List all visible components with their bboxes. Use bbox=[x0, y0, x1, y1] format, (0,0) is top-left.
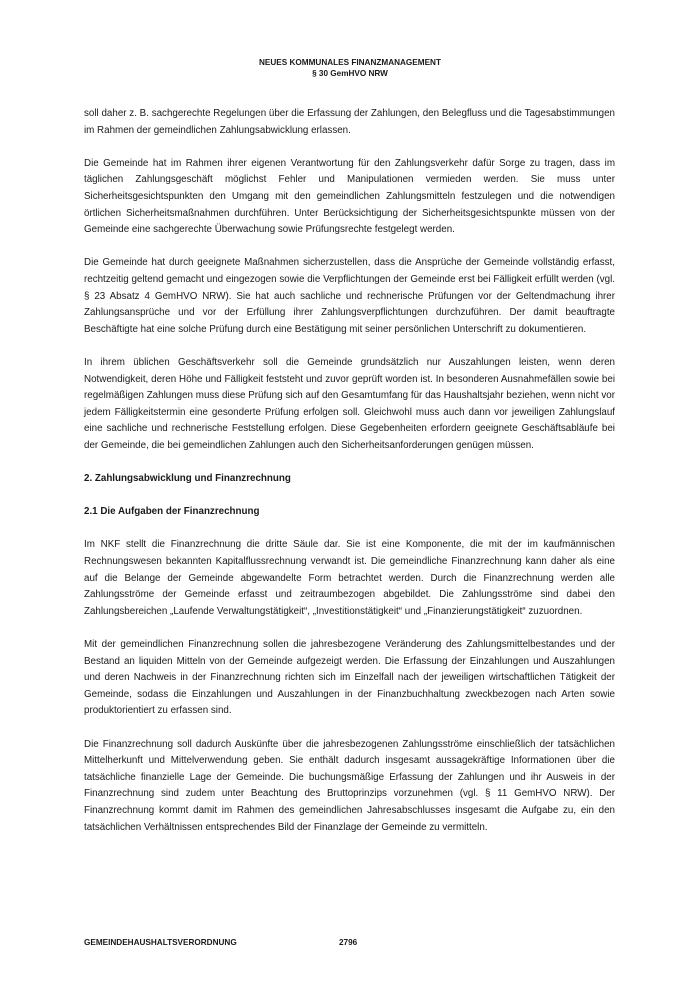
section-heading: 2. Zahlungsabwicklung und Finanzrechnung bbox=[84, 473, 291, 485]
paragraph: Die Gemeinde hat durch geeignete Maßnahmen sicherzustellen, dass die Ansprüche der Gemeinde vollständig erfasst, rechtzeitig geltend gemacht und eingezogen sowie die Verpflichtungen der Gemeinde erst bei Fälligkeit erfüllt werden (vgl. § 23 Absatz 4 GemHVO NRW). Sie hat auch sachliche und rechnerische Prüfungen vor der Geltendmachung ihrer Zahlungsansprüche und vor der Erfüllung ihrer Zahlungsverpflichtungen durchzuführen. Der damit beauftragte Beschäftigte hat eine solche Prüfung durch eine Bestätigung mit seiner persönlichen Unterschrift zu dokumentieren. bbox=[84, 257, 615, 335]
paragraph: Im NKF stellt die Finanzrechnung die dritte Säule dar. Sie ist eine Komponente, die mit der im kaufmännischen Rechnungswesen bekannten Kapitalflussrechnung verwandt ist. Die gemeindliche Finanzrechnung kann daher als eine auf die Belange der Gemeinde abgewandelte Form betrachtet werden. Durch die Finanzrechnung werden alle Zahlungsströme der Gemeinde erfasst und zeitraumbezogen abgebildet. Die Zahlungsströme sind dabei den Zahlungsbereichen „Laufende Verwaltungstätigkeit“, „Investitionstätigkeit“ und „Finanzierungstätigkeit“ zuzuordnen. bbox=[84, 539, 615, 617]
header-subtitle: § 30 GemHVO NRW bbox=[312, 69, 388, 78]
paragraph: Mit der gemeindlichen Finanzrechnung sollen die jahresbezogene Veränderung des Zahlungsmittelbestandes und der Bestand an liquiden Mitteln von der Gemeinde aufgezeigt werden. Die Erfassung der Einzahlungen und Auszahlungen und deren Nachweis in der Finanzrechnung richten sich im Einzelfall nach der jeweiligen wirtschaftlichen Tätigkeit der Gemeinde, sodass die Einzahlungen und Auszahlungen in der Finanzbuchhaltung zweckbezogen nach Arten sowie produktorientiert zu erfassen sind. bbox=[84, 639, 615, 717]
paragraph: soll daher z. B. sachgerechte Regelungen über die Erfassung der Zahlungen, den Belegfluss und die Tagesabstimmungen im Rahmen der gemeindlichen Zahlungsabwicklung erlassen. bbox=[84, 108, 615, 136]
paragraph: Die Finanzrechnung soll dadurch Auskünfte über die jahresbezogenen Zahlungsströme einschließlich der tatsächlichen Mittelherkunft und Mittelverwendung geben. Sie enthält dadurch insgesamt aussagekräftige Informationen über die tatsächliche finanzielle Lage der Gemeinde. Die buchungsmäßige Erfassung der Zahlungen und ihr Ausweis in der Finanzrechnung sind zudem unter Beachtung des Bruttoprinzips vorzunehmen (vgl. § 11 GemHVO NRW). Der Finanzrechnung kommt damit im Rahmen des gemeindlichen Jahresabschlusses insgesamt die Aufgabe zu, ein den tatsächlichen Verhältnissen entsprechendes Bild der Finanzlage der Gemeinde zu vermitteln. bbox=[84, 738, 615, 833]
paragraph: Die Gemeinde hat im Rahmen ihrer eigenen Verantwortung für den Zahlungsverkehr dafür Sorge zu tragen, dass im täglichen Zahlungsgeschäft möglichst Fehler und Manipulationen vermieden werden. Sie muss unter Sicherheitsgesichtspunkten den Umgang mit den gemeindlichen Zahlungsmitteln festzulegen und die notwendigen örtlichen Sicherheitsmaßnahmen durchführen. Unter Berücksichtigung der Sicherheitsgesichtspunkte müssen von der Gemeinde eine sachgerechte Überwachung sowie Prüfungsrechte festgelegt werden. bbox=[84, 157, 615, 236]
header-title: NEUES KOMMUNALES FINANZMANAGEMENT bbox=[259, 58, 441, 67]
page-content bbox=[84, 106, 615, 853]
page-header bbox=[0, 57, 700, 79]
page-footer bbox=[84, 937, 358, 948]
footer-label: GEMEINDEHAUSHALTSVERORDNUNG bbox=[84, 938, 237, 947]
paragraph: In ihrem üblichen Geschäftsverkehr soll die Gemeinde grundsätzlich nur Auszahlungen leisten, wenn deren Notwendigkeit, deren Höhe und Fälligkeit feststeht und zuvor geprüft worden ist. In besonderen Ausnahmefällen sowie bei regelmäßigen Zahlungen muss diese Prüfung sich auf den Gesamtumfang für das Haushaltsjahr beziehen, wenn nicht vor jedem Fälligkeitstermin eine gesonderte Prüfung erfolgen soll. Gleichwohl muss auch dann vor jeweiligen Zahlungslauf eine sachliche und rechnerische Feststellung erfolgen. Diese Gegebenheiten erfordern geeignete Geschäftsabläufe bei der Gemeinde, die bei gemeindlichen Zahlungen auch den Sicherheitsanforderungen genügen müssen. bbox=[84, 356, 615, 451]
subsection-heading: 2.1 Die Aufgaben der Finanzrechnung bbox=[84, 506, 260, 518]
page-number: 2796 bbox=[339, 938, 358, 947]
